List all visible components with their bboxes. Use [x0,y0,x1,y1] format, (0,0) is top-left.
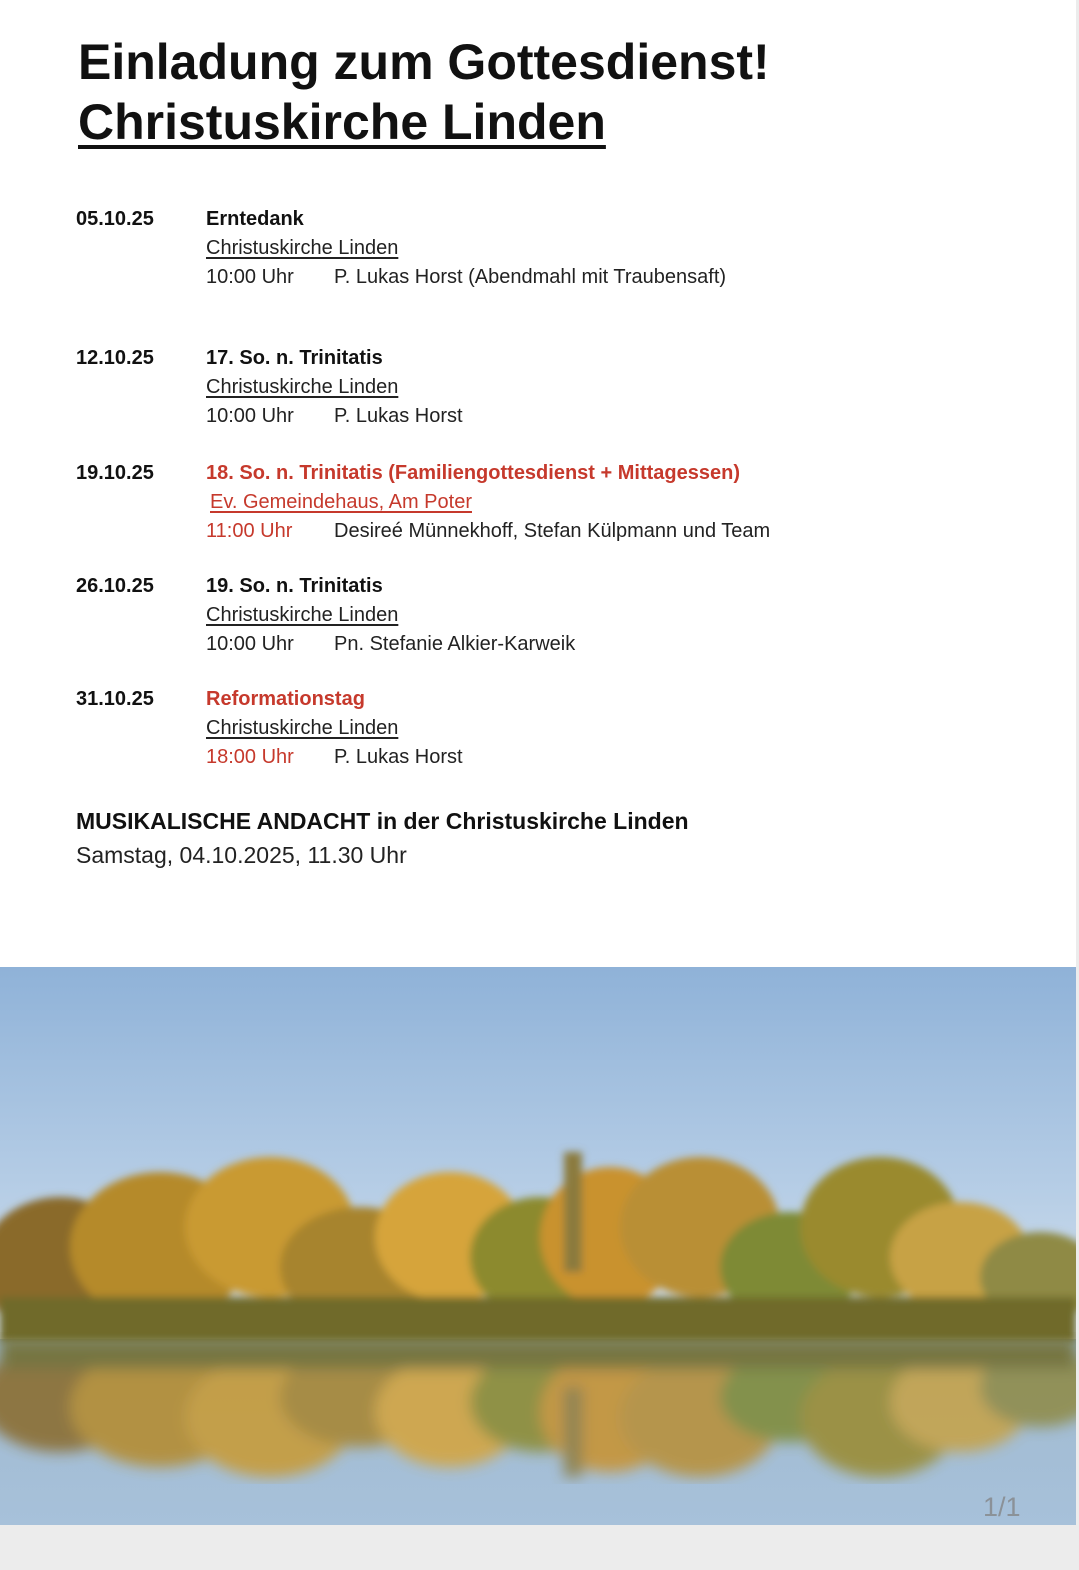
music-devotion-date: Samstag, 04.10.2025, 11.30 Uhr [76,842,407,868]
service-name: Erntedank [206,208,304,230]
service-entry [0,575,1076,675]
service-leader: P. Lukas Horst (Abendmahl mit Traubensaft) [334,266,727,288]
service-time: 10:00 Uhr [206,405,294,427]
service-location-link[interactable]: Christuskirche Linden [206,376,399,398]
service-date: 26.10.25 [76,575,154,597]
music-devotion-title: MUSIKALISCHE ANDACHT in der Christuskirche Linden [76,808,689,834]
service-time: 10:00 Uhr [206,633,294,655]
service-date: 12.10.25 [76,347,154,369]
service-time: 10:00 Uhr [206,266,294,288]
service-leader: P. Lukas Horst [334,405,463,427]
service-name: 18. So. n. Trinitatis (Familiengottesdienst + Mittagessen) [206,462,740,484]
service-location-link[interactable]: Christuskirche Linden [206,604,399,626]
page-title: Einladung zum Gottesdienst! [78,34,770,90]
service-date: 05.10.25 [76,208,154,230]
autumn-lake-photo [0,967,1076,1525]
service-leader: Pn. Stefanie Alkier-Karweik [334,633,576,655]
service-date: 19.10.25 [76,462,154,484]
service-entry [0,208,1076,308]
service-entry [0,462,1076,562]
church-heading: Christuskirche Linden [78,94,606,150]
page-indicator: 1/1 [983,1492,1021,1522]
service-time: 11:00 Uhr [206,520,293,542]
service-leader: P. Lukas Horst [334,746,463,768]
service-entry [0,347,1076,447]
service-name: Reformationstag [206,688,365,710]
service-date: 31.10.25 [76,688,154,710]
service-name: 19. So. n. Trinitatis [206,575,383,597]
service-entry [0,688,1076,788]
service-location-link[interactable]: Christuskirche Linden [206,717,399,739]
service-name: 17. So. n. Trinitatis [206,347,383,369]
service-time: 18:00 Uhr [206,746,294,768]
service-location-link[interactable]: Ev. Gemeindehaus, Am Poter [210,491,472,513]
service-leader: Desireé Münnekhoff, Stefan Külpmann und Team [334,520,771,542]
service-location-link[interactable]: Christuskirche Linden [206,237,399,259]
